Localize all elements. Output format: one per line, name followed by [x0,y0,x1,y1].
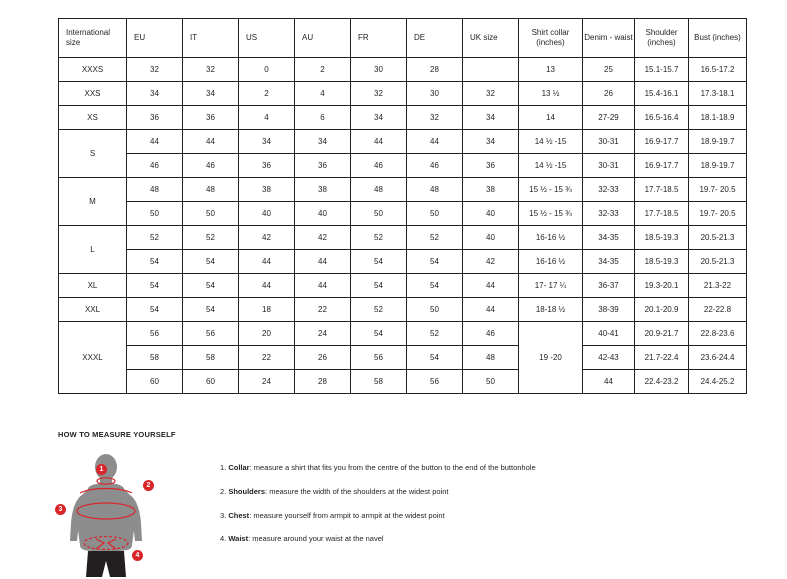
cell-us: 2 [239,82,295,106]
cell-de: 46 [407,154,463,178]
cell-bust: 18.1-18.9 [689,106,747,130]
cell-eu: 48 [127,178,183,202]
cell-bust: 23.6-24.4 [689,346,747,370]
cell-bust: 20.5-21.3 [689,226,747,250]
column-header-uk-size: UK size [463,19,519,58]
cell-denim-waist: 34-35 [583,250,635,274]
cell-shoulder: 18.5-19.3 [635,226,689,250]
measure-item-label: Collar [228,463,250,472]
cell-bust: 19.7- 20.5 [689,202,747,226]
measure-item-number: 3. [220,510,229,520]
measure-item-number: 4. [220,534,229,544]
body-figure-illustration [58,449,168,579]
cell-denim-waist: 32-33 [583,178,635,202]
cell-shirt-collar: 19 -20 [519,322,583,394]
cell-denim-waist: 32-33 [583,202,635,226]
cell-denim-waist: 27-29 [583,106,635,130]
cell-au: 22 [295,298,351,322]
cell-international-size: XL [59,274,127,298]
cell-shirt-collar: 13 [519,58,583,82]
cell-denim-waist: 30-31 [583,130,635,154]
cell-fr: 56 [351,346,407,370]
cell-shoulder: 15.1-15.7 [635,58,689,82]
cell-international-size: M [59,178,127,226]
table-body [59,58,747,394]
cell-uk-size: 32 [463,82,519,106]
cell-de: 52 [407,226,463,250]
how-to-measure-title: HOW TO MEASURE YOURSELF [58,430,176,439]
cell-eu: 54 [127,250,183,274]
cell-au: 42 [295,226,351,250]
cell-de: 50 [407,298,463,322]
table-row [59,106,747,130]
cell-it: 46 [183,154,239,178]
cell-uk-size: 48 [463,346,519,370]
cell-fr: 54 [351,250,407,274]
cell-shirt-collar: 18-18 ½ [519,298,583,322]
table-row [59,58,747,82]
table-row [59,82,747,106]
cell-international-size: XS [59,106,127,130]
table-header-row [59,19,747,58]
column-header-bust: Bust (inches) [689,19,747,58]
cell-eu: 36 [127,106,183,130]
measure-item [220,534,536,544]
cell-denim-waist: 30-31 [583,154,635,178]
cell-uk-size: 34 [463,130,519,154]
cell-bust: 16.5-17.2 [689,58,747,82]
cell-bust: 21.3-22 [689,274,747,298]
cell-us: 44 [239,250,295,274]
cell-it: 44 [183,130,239,154]
cell-us: 34 [239,130,295,154]
cell-it: 54 [183,250,239,274]
cell-uk-size: 38 [463,178,519,202]
measure-item-text: : measure a shirt that fits you from the centre of the button to the end of the buttonhole [249,463,536,472]
column-header-fr: FR [351,19,407,58]
cell-shoulder: 15.4-16.1 [635,82,689,106]
cell-us: 4 [239,106,295,130]
cell-us: 0 [239,58,295,82]
cell-bust: 22-22.8 [689,298,747,322]
marker-1-collar: 1 [96,464,107,475]
cell-shirt-collar: 14 ½ -15 [519,130,583,154]
cell-uk-size: 44 [463,274,519,298]
cell-shirt-collar: 17- 17 ¼ [519,274,583,298]
cell-shoulder: 17.7-18.5 [635,202,689,226]
cell-shirt-collar: 14 ½ -15 [519,154,583,178]
cell-au: 6 [295,106,351,130]
measure-item-label: Waist [228,534,249,544]
cell-shoulder: 22.4-23.2 [635,370,689,394]
cell-de: 52 [407,322,463,346]
cell-denim-waist: 25 [583,58,635,82]
table-row [59,226,747,250]
cell-it: 34 [183,82,239,106]
cell-fr: 46 [351,154,407,178]
table-row [59,178,747,202]
cell-shoulder: 20.1-20.9 [635,298,689,322]
cell-eu: 32 [127,58,183,82]
cell-us: 40 [239,202,295,226]
measure-item [220,463,536,473]
cell-uk-size: 34 [463,106,519,130]
cell-uk-size: 46 [463,322,519,346]
cell-de: 54 [407,274,463,298]
cell-uk-size: 50 [463,370,519,394]
cell-eu: 54 [127,274,183,298]
cell-shoulder: 16.5-16.4 [635,106,689,130]
cell-fr: 52 [351,298,407,322]
how-to-measure-body [58,449,758,579]
cell-international-size: XXS [59,82,127,106]
cell-us: 42 [239,226,295,250]
cell-international-size: L [59,226,127,274]
cell-eu: 52 [127,226,183,250]
cell-it: 56 [183,322,239,346]
table-row [59,274,747,298]
table-row [59,298,747,322]
cell-de: 50 [407,202,463,226]
measure-item-text: : measure the width of the shoulders at the widest point [265,486,449,496]
cell-eu: 44 [127,130,183,154]
cell-fr: 54 [351,322,407,346]
cell-it: 48 [183,178,239,202]
cell-denim-waist: 40-41 [583,322,635,346]
cell-fr: 48 [351,178,407,202]
cell-au: 4 [295,82,351,106]
cell-denim-waist: 36-37 [583,274,635,298]
cell-uk-size: 36 [463,154,519,178]
measure-item [220,511,536,521]
measure-item-label: Chest [228,510,250,520]
marker-3-chest: 3 [55,504,66,515]
measure-item-number: 1. [220,463,229,472]
cell-au: 40 [295,202,351,226]
cell-de: 32 [407,106,463,130]
cell-us: 18 [239,298,295,322]
cell-denim-waist: 34-35 [583,226,635,250]
cell-eu: 46 [127,154,183,178]
cell-bust: 18.9-19.7 [689,154,747,178]
cell-uk-size [463,58,519,82]
cell-fr: 34 [351,106,407,130]
marker-2-shoulders: 2 [143,480,154,491]
cell-eu: 50 [127,202,183,226]
marker-4-waist: 4 [132,550,143,561]
cell-fr: 54 [351,274,407,298]
cell-shoulder: 21.7-22.4 [635,346,689,370]
cell-shirt-collar: 13 ½ [519,82,583,106]
cell-it: 32 [183,58,239,82]
cell-shoulder: 16.9-17.7 [635,130,689,154]
cell-us: 44 [239,274,295,298]
column-header-denim-waist: Denim - waist [583,19,635,58]
measure-item-text: : measure yourself from armpit to armpit at the widest point [249,510,445,520]
cell-shoulder: 17.7-18.5 [635,178,689,202]
column-header-de: DE [407,19,463,58]
cell-uk-size: 44 [463,298,519,322]
table-row [59,346,747,370]
cell-eu: 34 [127,82,183,106]
cell-shoulder: 19.3-20.1 [635,274,689,298]
cell-bust: 19.7- 20.5 [689,178,747,202]
cell-de: 28 [407,58,463,82]
cell-international-size: XXXL [59,322,127,394]
measure-item-number: 2. [220,486,229,496]
column-header-it: IT [183,19,239,58]
cell-denim-waist: 26 [583,82,635,106]
cell-shirt-collar: 16-16 ½ [519,226,583,250]
column-header-au: AU [295,19,351,58]
measurement-figure [58,449,168,579]
cell-us: 20 [239,322,295,346]
cell-denim-waist: 44 [583,370,635,394]
table-row [59,202,747,226]
cell-uk-size: 40 [463,202,519,226]
cell-denim-waist: 38-39 [583,298,635,322]
cell-it: 50 [183,202,239,226]
table-row [59,322,747,346]
cell-de: 56 [407,370,463,394]
cell-de: 48 [407,178,463,202]
how-to-measure-section [58,430,758,579]
cell-uk-size: 42 [463,250,519,274]
cell-it: 54 [183,298,239,322]
cell-bust: 24.4-25.2 [689,370,747,394]
cell-shoulder: 16.9-17.7 [635,154,689,178]
cell-fr: 32 [351,82,407,106]
cell-it: 58 [183,346,239,370]
measure-item-text: : measure around your waist at the navel [248,534,384,544]
cell-it: 60 [183,370,239,394]
cell-uk-size: 40 [463,226,519,250]
table-row [59,154,747,178]
cell-shoulder: 18.5-19.3 [635,250,689,274]
cell-de: 44 [407,130,463,154]
cell-au: 36 [295,154,351,178]
cell-de: 30 [407,82,463,106]
cell-shirt-collar: 16-16 ½ [519,250,583,274]
cell-bust: 17.3-18.1 [689,82,747,106]
cell-shoulder: 20.9-21.7 [635,322,689,346]
cell-it: 54 [183,274,239,298]
column-header-international-size: International size [59,19,127,58]
cell-fr: 50 [351,202,407,226]
cell-eu: 58 [127,346,183,370]
cell-au: 38 [295,178,351,202]
cell-au: 2 [295,58,351,82]
cell-us: 38 [239,178,295,202]
cell-us: 36 [239,154,295,178]
cell-fr: 52 [351,226,407,250]
column-header-us: US [239,19,295,58]
cell-au: 28 [295,370,351,394]
cell-international-size: XXL [59,298,127,322]
cell-eu: 56 [127,322,183,346]
cell-shirt-collar: 15 ½ - 15 ¾ [519,202,583,226]
cell-denim-waist: 42-43 [583,346,635,370]
cell-shirt-collar: 15 ½ - 15 ¾ [519,178,583,202]
measure-instruction-list [220,463,536,558]
measure-item [220,487,536,497]
cell-us: 24 [239,370,295,394]
cell-bust: 22.8-23.6 [689,322,747,346]
cell-au: 44 [295,274,351,298]
cell-us: 22 [239,346,295,370]
table-header [59,19,747,58]
cell-au: 34 [295,130,351,154]
cell-eu: 60 [127,370,183,394]
cell-au: 26 [295,346,351,370]
cell-international-size: XXXS [59,58,127,82]
cell-bust: 18.9-19.7 [689,130,747,154]
column-header-shoulder: Shoulder (inches) [635,19,689,58]
cell-it: 36 [183,106,239,130]
cell-de: 54 [407,346,463,370]
size-chart-table [58,18,747,394]
column-header-eu: EU [127,19,183,58]
cell-fr: 58 [351,370,407,394]
cell-fr: 44 [351,130,407,154]
column-header-shirt-collar: Shirt collar (inches) [519,19,583,58]
table-row [59,370,747,394]
cell-au: 24 [295,322,351,346]
cell-shirt-collar: 14 [519,106,583,130]
cell-bust: 20.5-21.3 [689,250,747,274]
cell-international-size: S [59,130,127,178]
measure-item-label: Shoulders [228,486,266,496]
table-row [59,250,747,274]
cell-fr: 30 [351,58,407,82]
table-row [59,130,747,154]
cell-it: 52 [183,226,239,250]
cell-de: 54 [407,250,463,274]
cell-eu: 54 [127,298,183,322]
cell-au: 44 [295,250,351,274]
